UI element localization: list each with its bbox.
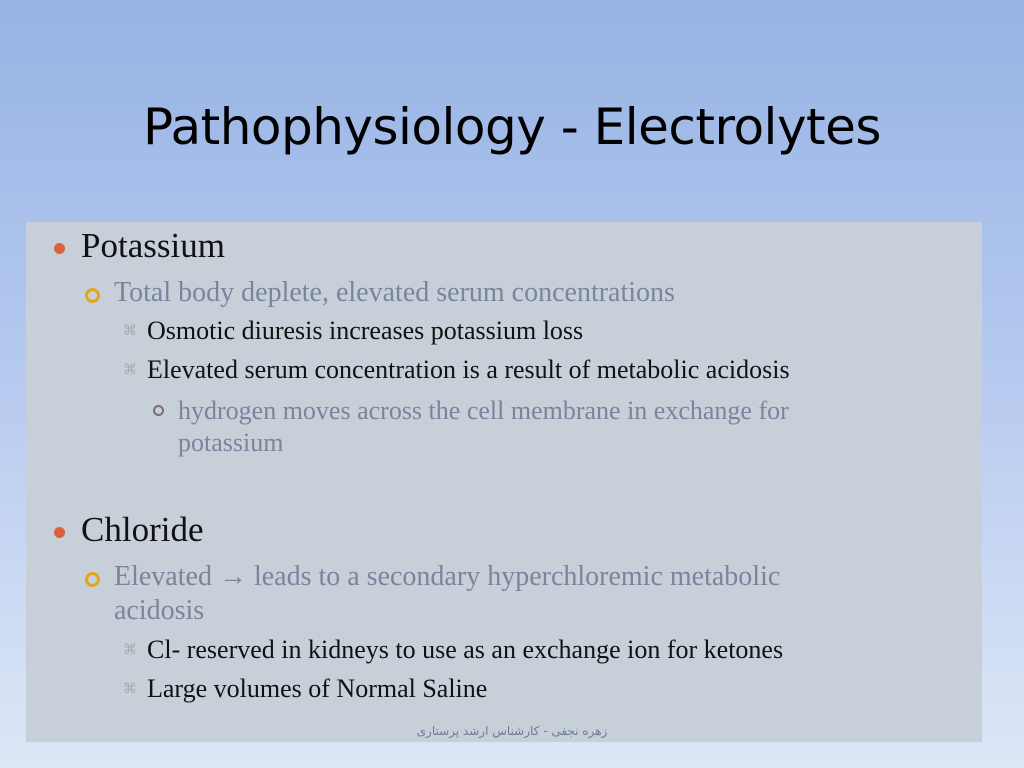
chloride-subpoint-line-1: Elevated → leads to a secondary hyperchloremic metabolic [114, 561, 781, 592]
chloride-heading: Chloride [81, 510, 204, 549]
bullet-dot-icon [54, 243, 65, 254]
chloride-subpoint-line-2: acidosis [114, 595, 205, 626]
potassium-point-1: Osmotic diuresis increases potassium loss [147, 316, 584, 345]
footer-author: زهره نجفی - کارشناس ارشد پرستاری [416, 724, 608, 738]
potassium-detail-line-1: hydrogen moves across the cell membrane in exchange for [178, 396, 789, 425]
potassium-point-2: Elevated serum concentration is a result of metabolic acidosis [147, 355, 790, 384]
slide-title: Pathophysiology - Electrolytes [143, 98, 881, 156]
bullet-x-icon: ⌘ [123, 323, 137, 339]
bullet-x-icon: ⌘ [123, 681, 137, 697]
bullet-dot-icon [54, 527, 65, 538]
potassium-detail-line-2: potassium [178, 428, 284, 457]
chloride-point-2: Large volumes of Normal Saline [147, 674, 488, 703]
chloride-point-1: Cl- reserved in kidneys to use as an exchange ion for ketones [147, 635, 784, 664]
bullet-x-icon: ⌘ [123, 642, 137, 658]
bullet-ring-icon [85, 572, 100, 587]
bullet-x-icon: ⌘ [123, 362, 137, 378]
bullet-ring-icon [85, 288, 100, 303]
potassium-heading: Potassium [81, 226, 225, 265]
potassium-subpoint: Total body deplete, elevated serum concentrations [114, 277, 675, 308]
bullet-small-ring-icon [153, 405, 164, 416]
